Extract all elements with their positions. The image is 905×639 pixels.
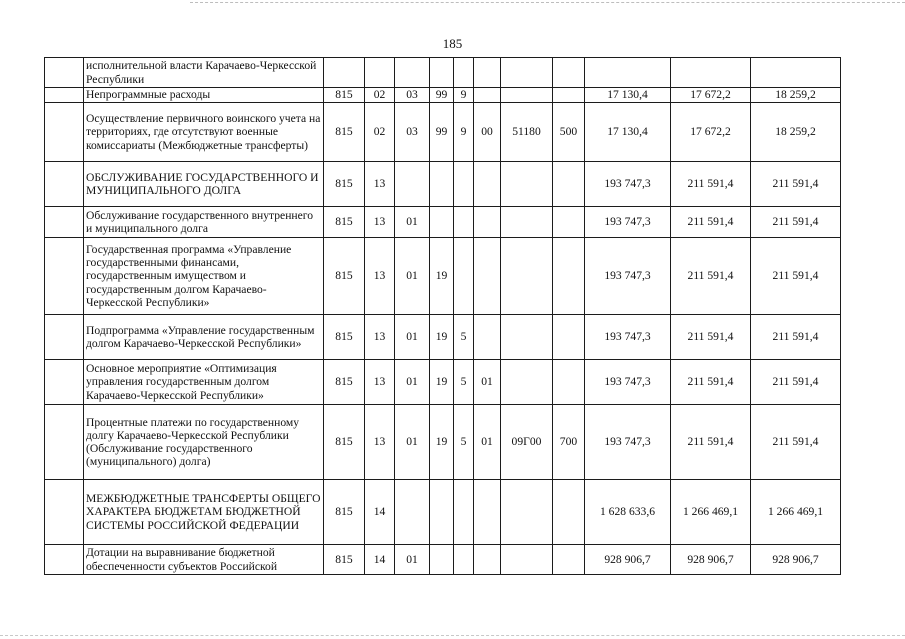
code-section: 13 [365, 162, 395, 207]
row-name: Осуществление первичного воинского учета на территориях, где отсутствуют военные комиссариаты (Межбюджетные трансферты) [84, 103, 324, 162]
sum-year-2: 211 591,4 [671, 238, 751, 315]
sum-year-1: 193 747,3 [585, 405, 671, 480]
row-name: МЕЖБЮДЖЕТНЫЕ ТРАНСФЕРТЫ ОБЩЕГО ХАРАКТЕРА БЮДЖЕТАМ БЮДЖЕТНОЙ СИСТЕМЫ РОССИЙСКОЙ ФЕДЕРАЦИИ [84, 480, 324, 545]
code-section: 02 [365, 88, 395, 103]
row-margin-cell [45, 238, 84, 315]
code-expense-type: 500 [553, 103, 585, 162]
sum-year-1: 1 628 633,6 [585, 480, 671, 545]
code-subsection: 03 [395, 88, 430, 103]
code-subsection: 01 [395, 405, 430, 480]
code-section: 14 [365, 480, 395, 545]
code-program [430, 162, 454, 207]
code-subprogram: 5 [454, 315, 474, 360]
code-subsection: 01 [395, 315, 430, 360]
sum-year-1: 193 747,3 [585, 207, 671, 238]
code-expense-type [553, 315, 585, 360]
row-margin-cell [45, 207, 84, 238]
row-name: Основное мероприятие «Оптимизация управления государственным долгом Карачаево-Черкесской Республики» [84, 360, 324, 405]
sum-year-1: 193 747,3 [585, 162, 671, 207]
code-program [430, 207, 454, 238]
table-body [45, 58, 841, 575]
code-direction: 09Г00 [501, 405, 553, 480]
code-section: 02 [365, 103, 395, 162]
row-name: Непрограммные расходы [84, 88, 324, 103]
code-program: 19 [430, 238, 454, 315]
code-ministry: 815 [324, 88, 365, 103]
sum-year-1: 193 747,3 [585, 360, 671, 405]
code-subprogram [454, 480, 474, 545]
code-subsection: 03 [395, 103, 430, 162]
code-section: 14 [365, 545, 395, 575]
table-row [45, 405, 841, 480]
code-subsection: 01 [395, 545, 430, 575]
table-row [45, 162, 841, 207]
code-activity [474, 88, 501, 103]
sum-year-3: 928 906,7 [751, 545, 841, 575]
code-ministry: 815 [324, 545, 365, 575]
code-activity: 01 [474, 360, 501, 405]
row-margin-cell [45, 405, 84, 480]
sum-year-2: 211 591,4 [671, 162, 751, 207]
sum-year-3: 1 266 469,1 [751, 480, 841, 545]
code-section: 13 [365, 360, 395, 405]
code-program [430, 480, 454, 545]
code-expense-type [553, 162, 585, 207]
sum-year-2 [671, 58, 751, 88]
sum-year-3: 211 591,4 [751, 315, 841, 360]
code-program [430, 58, 454, 88]
scan-edge-bottom [0, 635, 905, 637]
code-program: 19 [430, 360, 454, 405]
code-activity [474, 207, 501, 238]
code-expense-type: 700 [553, 405, 585, 480]
table-row [45, 88, 841, 103]
row-name: Государственная программа «Управление государственными финансами, государственным имуществом и государственным долгом Карачаево-Черкесской Республики» [84, 238, 324, 315]
code-subsection: 01 [395, 207, 430, 238]
code-section: 13 [365, 238, 395, 315]
code-subprogram [454, 162, 474, 207]
row-name: Дотации на выравнивание бюджетной обеспеченности субъектов Российской [84, 545, 324, 575]
code-direction [501, 315, 553, 360]
code-section: 13 [365, 405, 395, 480]
table-row [45, 545, 841, 575]
sum-year-3: 211 591,4 [751, 360, 841, 405]
sum-year-2: 211 591,4 [671, 315, 751, 360]
sum-year-1: 17 130,4 [585, 103, 671, 162]
sum-year-1 [585, 58, 671, 88]
row-name: ОБСЛУЖИВАНИЕ ГОСУДАРСТВЕННОГО И МУНИЦИПАЛЬНОГО ДОЛГА [84, 162, 324, 207]
code-subsection [395, 162, 430, 207]
row-margin-cell [45, 480, 84, 545]
sum-year-3: 18 259,2 [751, 103, 841, 162]
code-program: 99 [430, 103, 454, 162]
scan-edge-top [190, 2, 905, 4]
table-row [45, 360, 841, 405]
row-margin-cell [45, 88, 84, 103]
sum-year-3: 211 591,4 [751, 207, 841, 238]
page-number: 185 [442, 36, 463, 51]
sum-year-1: 193 747,3 [585, 315, 671, 360]
row-margin-cell [45, 315, 84, 360]
code-direction: 51180 [501, 103, 553, 162]
code-expense-type [553, 88, 585, 103]
code-subsection [395, 480, 430, 545]
code-ministry: 815 [324, 480, 365, 545]
code-direction [501, 162, 553, 207]
row-name: исполнительной власти Карачаево-Черкесской Республики [84, 58, 324, 88]
sum-year-3: 211 591,4 [751, 405, 841, 480]
code-subprogram: 5 [454, 405, 474, 480]
code-program: 99 [430, 88, 454, 103]
code-program: 19 [430, 315, 454, 360]
code-subsection: 01 [395, 238, 430, 315]
code-expense-type [553, 480, 585, 545]
code-program [430, 545, 454, 575]
code-section: 13 [365, 315, 395, 360]
code-activity: 01 [474, 405, 501, 480]
sum-year-3 [751, 58, 841, 88]
table-row [45, 58, 841, 88]
code-expense-type [553, 360, 585, 405]
sum-year-1: 928 906,7 [585, 545, 671, 575]
sum-year-1: 17 130,4 [585, 88, 671, 103]
code-activity: 00 [474, 103, 501, 162]
sum-year-2: 211 591,4 [671, 405, 751, 480]
table-row [45, 207, 841, 238]
code-subprogram: 9 [454, 103, 474, 162]
code-subprogram [454, 58, 474, 88]
code-subprogram: 9 [454, 88, 474, 103]
row-name: Обслуживание государственного внутреннего и муниципального долга [84, 207, 324, 238]
code-direction [501, 545, 553, 575]
code-direction [501, 480, 553, 545]
code-ministry: 815 [324, 238, 365, 315]
row-margin-cell [45, 58, 84, 88]
sum-year-3: 211 591,4 [751, 162, 841, 207]
code-subsection: 01 [395, 360, 430, 405]
code-expense-type [553, 58, 585, 88]
code-expense-type [553, 545, 585, 575]
table-row [45, 103, 841, 162]
code-subprogram [454, 238, 474, 315]
code-ministry: 815 [324, 103, 365, 162]
sum-year-2: 17 672,2 [671, 88, 751, 103]
budget-table [44, 57, 841, 575]
sum-year-3: 18 259,2 [751, 88, 841, 103]
code-subprogram: 5 [454, 360, 474, 405]
code-direction [501, 58, 553, 88]
code-activity [474, 480, 501, 545]
row-margin-cell [45, 545, 84, 575]
code-ministry: 815 [324, 360, 365, 405]
code-expense-type [553, 207, 585, 238]
sum-year-2: 928 906,7 [671, 545, 751, 575]
row-name: Подпрограмма «Управление государственным долгом Карачаево-Черкесской Республики» [84, 315, 324, 360]
code-direction [501, 207, 553, 238]
sum-year-2: 1 266 469,1 [671, 480, 751, 545]
code-program: 19 [430, 405, 454, 480]
table-row [45, 315, 841, 360]
table-row [45, 480, 841, 545]
code-ministry: 815 [324, 405, 365, 480]
row-margin-cell [45, 103, 84, 162]
code-ministry: 815 [324, 162, 365, 207]
code-direction [501, 360, 553, 405]
code-direction [501, 238, 553, 315]
code-activity [474, 162, 501, 207]
code-ministry: 815 [324, 207, 365, 238]
row-margin-cell [45, 360, 84, 405]
code-subprogram [454, 545, 474, 575]
code-ministry [324, 58, 365, 88]
sum-year-2: 211 591,4 [671, 207, 751, 238]
code-subsection [395, 58, 430, 88]
code-subprogram [454, 207, 474, 238]
code-activity [474, 238, 501, 315]
code-ministry: 815 [324, 315, 365, 360]
code-activity [474, 315, 501, 360]
code-activity [474, 545, 501, 575]
code-section [365, 58, 395, 88]
sum-year-2: 17 672,2 [671, 103, 751, 162]
sum-year-2: 211 591,4 [671, 360, 751, 405]
row-name: Процентные платежи по государственному долгу Карачаево-Черкесской Республики (Обслуживание государственного (муниципального) долга) [84, 405, 324, 480]
code-section: 13 [365, 207, 395, 238]
sum-year-1: 193 747,3 [585, 238, 671, 315]
row-margin-cell [45, 162, 84, 207]
code-activity [474, 58, 501, 88]
code-expense-type [553, 238, 585, 315]
sum-year-3: 211 591,4 [751, 238, 841, 315]
code-direction [501, 88, 553, 103]
table-row [45, 238, 841, 315]
